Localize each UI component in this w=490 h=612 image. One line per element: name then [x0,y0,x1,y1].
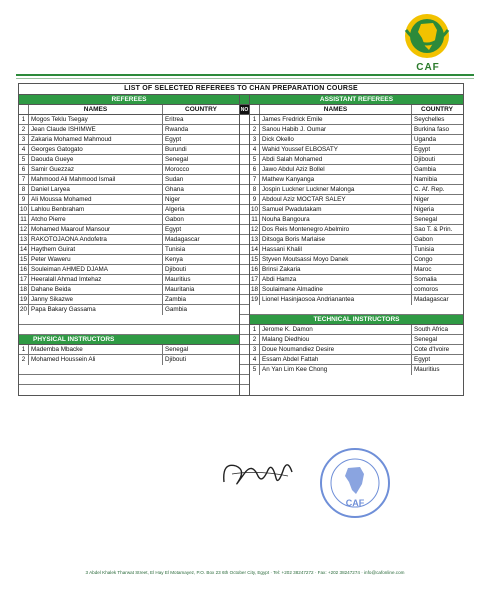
table-row [19,285,239,295]
row-name: Mohamed Maarouf Mansour [29,225,163,234]
row-name: James Fredrick Emile [260,115,412,124]
row-country: Maroc [414,266,432,273]
row-name: Lionel Hasinjaosoa Andrianantea [260,295,412,305]
row-name: Nouha Bangoura [260,215,412,224]
row-country: Sao T. & Prin. [414,226,453,233]
row-name: Essam Abdel Fattah [260,355,412,364]
row-name: Janny Sikazwe [29,295,163,304]
row-country: Senegal [165,346,189,353]
row-name: Mahmood Ali Mahmood Ismail [29,175,163,184]
row-number: 8 [19,185,29,194]
table-row [250,225,463,235]
assistants-col-header [250,105,463,115]
table-row [19,235,239,245]
table-row [19,195,239,205]
table-row [19,305,239,315]
row-country: Mauritania [165,286,195,293]
header-rule-thin [16,78,474,79]
row-country: Senegal [414,336,438,343]
assistants-heading: ASSISTANT REFEREES [250,95,463,105]
referees-list [19,115,239,315]
number-column [240,94,250,396]
assistants-pane [250,94,464,396]
row-number: 1 [19,115,29,124]
row-name: Jerome K. Damon [260,325,412,334]
row-country: Namibia [414,176,438,183]
row-number: 3 [250,135,260,144]
row-number: 1 [250,115,260,124]
table-row [250,255,463,265]
table-row [250,275,463,285]
row-country: Djibouti [165,266,186,273]
row-name: Jawo Abdul Aziz Bollel [260,165,412,174]
col-no: NO [240,107,249,113]
row-number: 17 [19,276,27,283]
row-country: Seychelles [414,116,445,123]
row-number: 2 [250,335,260,344]
row-name: Dick Okello [260,135,412,144]
row-name: Mogos Teklu Tsegay [29,115,163,124]
row-country: Niger [414,196,430,203]
table-row [250,195,463,205]
row-number: 2 [250,125,260,134]
table-row [250,355,463,365]
row-name: Daniel Laryea [29,185,163,194]
row-number: 16 [19,266,27,273]
row-name: Heeralall Ahmad Imtehaz [29,275,163,284]
row-country: Zambia [165,296,186,303]
row-country: Djibouti [165,356,186,363]
row-country: Mauritius [414,366,440,373]
row-name: Samir Guezzaz [29,165,163,174]
row-country: Senegal [165,156,189,163]
row-number: 1 [250,325,260,334]
row-number: 5 [250,365,260,375]
row-number: 15 [19,256,27,263]
row-name: Jean Claude ISHIMWE [29,125,163,134]
row-name: Abdi Hamza [260,275,412,284]
row-country: Gambia [414,166,437,173]
row-name: Lahlou Benbraham [29,205,163,214]
table-row [250,335,463,345]
svg-text:CAF: CAF [345,498,365,508]
table-row [250,205,463,215]
row-number: 9 [250,195,260,204]
row-country: Egypt [414,356,431,363]
table-row [19,225,239,235]
table-row [250,235,463,245]
table-row [250,265,463,275]
row-name: Georges Gatogato [29,145,163,154]
table-row [19,345,239,355]
table-row [19,175,239,185]
row-number: 12 [19,226,27,233]
technical-heading: TECHNICAL INSTRUCTORS [250,315,463,325]
row-name: Styven Moutsassi Moyo Danek [260,255,412,264]
table-row [19,355,239,365]
table-row [19,115,239,125]
row-name: Atcho Pierre [29,215,163,224]
row-name: Haythem Guirat [29,245,163,254]
table-row [250,135,463,145]
row-name: Souleiman AHMED DJAMA [29,265,163,274]
header-rule [16,74,474,76]
row-number: 11 [19,215,29,224]
row-name: Hassani Khalil [260,245,412,254]
row-name: Papa Bakary Gassama [29,305,163,315]
row-country: C. Af. Rep. [414,186,445,193]
row-number: 7 [250,175,260,184]
referees-col-header [19,105,239,115]
row-name: Peter Waweru [29,255,163,264]
table-row [19,265,239,275]
row-number: 3 [19,135,29,144]
row-country: Gabon [414,236,433,243]
row-country: Tunisia [165,246,186,253]
row-number: 10 [250,206,258,213]
row-country: Congo [414,256,433,263]
row-country: Mauritius [165,276,191,283]
row-country: Cote d'Ivoire [414,346,450,353]
table-row [250,185,463,195]
row-country: Somalia [414,276,437,283]
table-row [19,135,239,145]
row-name: Abdi Salah Mohamed [260,155,412,164]
row-number: 4 [250,355,260,364]
row-number: 3 [250,345,260,354]
table-row [19,245,239,255]
row-number: 20 [19,306,27,313]
row-number: 9 [19,195,29,204]
referees-pane [18,94,240,396]
table-row [250,155,463,165]
table-row [250,365,463,375]
row-name: Dos Reis Montenegro Abelmiro [260,225,412,234]
row-number: 5 [19,155,29,164]
row-name: RAKOTOJAONA Andofetra [29,235,163,244]
row-country: Gabon [165,216,184,223]
row-country: Niger [165,196,181,203]
row-name: Malang Diedhiou [260,335,412,344]
row-name: Mademba Mbacke [29,345,163,354]
table-row [250,325,463,335]
row-number: 11 [250,215,260,224]
row-number: 10 [19,206,27,213]
table-row [250,215,463,225]
assistants-list [250,115,463,305]
row-name: Jospin Luckner Luckner Malonga [260,185,412,194]
spacer-row [19,325,239,335]
table-row [19,165,239,175]
row-country: Madagascar [414,296,449,303]
row-country: Egypt [165,136,182,143]
row-number: 19 [250,296,258,303]
row-country: Sudan [165,176,184,183]
row-country: Tunisia [414,246,435,253]
row-country: Ghana [165,186,184,193]
table-row [19,275,239,285]
row-number: 4 [19,145,29,154]
row-number: 6 [19,165,29,174]
physical-list [19,345,239,365]
table-row [19,145,239,155]
row-number: 15 [250,256,258,263]
row-number: 2 [19,125,29,134]
row-name: Samuel Pwadutakam [260,205,412,214]
logo-text: CAF [416,62,440,73]
row-country: Egypt [414,146,431,153]
row-number: 6 [250,165,260,174]
row-name: Soulaimane Almadine [260,285,412,294]
row-number: 5 [250,155,260,164]
table-row [19,215,239,225]
row-number: 4 [250,145,260,154]
row-country: Kenya [165,256,183,263]
physical-heading: PHYSICAL INSTRUCTORS [19,335,239,345]
sheet-title: LIST OF SELECTED REFEREES TO CHAN PREPARATION COURSE [18,83,464,94]
table-row [250,165,463,175]
table-row [250,125,463,135]
row-number: 14 [19,246,27,253]
table-row [19,125,239,135]
signature-icon [218,452,298,492]
row-name: Sanou Habib J. Oumar [260,125,412,134]
row-country: Djibouti [414,156,435,163]
table-row [250,345,463,355]
row-country: Egypt [165,226,182,233]
spacer-row [19,315,239,325]
row-country: Algeria [165,206,185,213]
row-number: 8 [250,185,260,194]
table-row [250,175,463,185]
row-country: Madagascar [165,236,200,243]
table-row [250,295,463,305]
referees-heading: REFEREES [19,95,239,105]
row-name: Daouda Gueye [29,155,163,164]
row-name: Abdoul Aziz MOCTAR SALEY [260,195,412,204]
row-number: 14 [250,246,258,253]
caf-stamp-icon [318,446,392,520]
col-names: NAMES [29,105,163,114]
row-country: Burundi [165,146,187,153]
row-country: Burkina faso [414,126,450,133]
row-name: An Yan Lim Kee Chong [260,365,412,375]
row-number: 13 [250,236,258,243]
row-country: Rwanda [165,126,189,133]
row-country: Gambia [165,306,188,313]
row-country: comoros [414,286,439,293]
table-row [250,115,463,125]
row-number: 19 [19,296,27,303]
row-number: 13 [19,236,27,243]
col-names: NAMES [260,105,412,114]
footer-address: 3 Abdel Khalek Tharwat Street, El Hay El Motamayez, P.O. Box 23 6th October City, Egypt · Tel: +202 38247272 · Fax: +202 38247274 · info@cafonline.com [85,570,405,575]
row-country: Nigeria [414,206,434,213]
row-name: Doue Noumandiez Desire [260,345,412,354]
row-number: 18 [250,286,258,293]
row-number: 16 [250,266,258,273]
col-country: COUNTRY [185,106,217,113]
row-name: Ditsoga Boris Marlaise [260,235,412,244]
table-row [19,155,239,165]
row-number: 18 [19,286,27,293]
row-name: Mohamed Houssein Ali [29,355,163,365]
table-row [19,205,239,215]
table-row [250,245,463,255]
table-row [19,185,239,195]
row-country: Senegal [414,216,438,223]
table-row [19,255,239,265]
row-number: 1 [19,345,29,354]
row-name: Mathew Kanyanga [260,175,412,184]
row-country: Uganda [414,136,437,143]
table-row [250,145,463,155]
row-number: 2 [19,355,29,365]
row-country: Eritrea [165,116,184,123]
row-name: Brinsi Zakaria [260,265,412,274]
row-name: Wahid Youssef ELBOSATY [260,145,412,154]
row-name: Zakaria Mohamed Mahmoud [29,135,163,144]
row-number: 12 [250,226,258,233]
technical-list [250,325,463,375]
table-row [250,285,463,295]
row-name: Dahane Beida [29,285,163,294]
row-number: 17 [250,276,258,283]
row-country: Morocco [165,166,190,173]
row-number: 7 [19,175,29,184]
col-country: COUNTRY [421,106,453,113]
row-country: South Africa [414,326,448,333]
row-name: Ali Moussa Mohamed [29,195,163,204]
referee-sheet [18,83,464,396]
table-row [19,295,239,305]
